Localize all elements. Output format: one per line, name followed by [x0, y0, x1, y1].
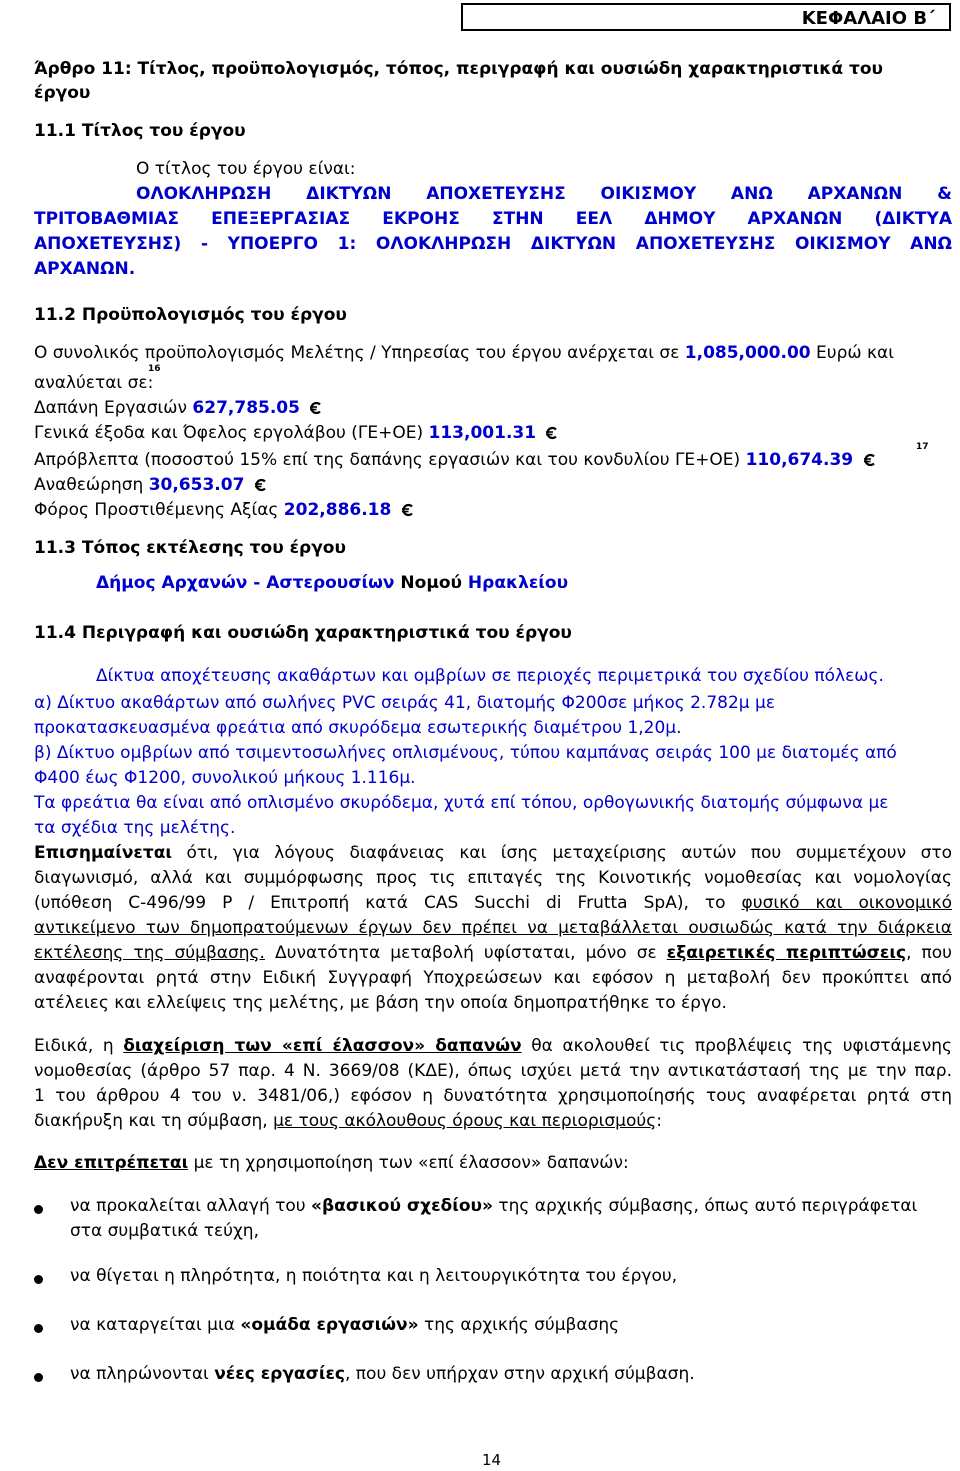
euro-icon	[545, 426, 559, 440]
bullet-dot	[34, 1275, 43, 1284]
specifically-text: Ειδικά, η	[34, 1036, 124, 1056]
project-title-line3: ΑΠΟΧΕΤΕΥΣΗΣ) - ΥΠΟΕΡΓΟ 1: ΟΛΟΚΛΗΡΩΣΗ ΔΙΚΤΥΩΝ ΑΠΟΧΕΤΕΥΣΗΣ ΟΙΚΙΣΜΟΥ ΑΝΩ	[34, 234, 952, 254]
total-budget-value: 1,085,000.00	[684, 343, 811, 363]
bullet-text: της αρχικής σύμβασης	[418, 1315, 620, 1335]
prefecture: Ηρακλείου	[467, 573, 569, 593]
article-title-line2: έργου	[34, 83, 91, 103]
budget-item-value: 110,674.39	[745, 450, 854, 470]
bullet-bold: νέες εργασίες	[214, 1364, 345, 1384]
budget-item-label: Γενικά έξοδα και Όφελος εργολάβου (ΓΕ+ΟΕ)	[34, 423, 429, 443]
notice-underlined: εκτέλεσης της σύμβασης.	[34, 943, 265, 963]
footnote-16-marker: 16	[148, 364, 161, 374]
description-line7: τα σχέδια της μελέτης.	[34, 818, 236, 838]
specifically-line2: νομοθεσίας (άρθρο 57 παρ. 4 Ν. 3669/08 (ΚΔΕ), όπως ισχύει μετά την αντικατάστασή της με την παρ.	[34, 1061, 952, 1081]
project-title-line1: ΟΛΟΚΛΗΡΩΣΗ ΔΙΚΤΥΩΝ ΑΠΟΧΕΤΕΥΣΗΣ ΟΙΚΙΣΜΟΥ ΑΝΩ ΑΡΧΑΝΩΝ &	[136, 184, 952, 204]
specifically-line1	[34, 1036, 952, 1056]
project-title-line2: ΤΡΙΤΟΒΑΘΜΙΑΣ ΕΠΕΞΕΡΓΑΣΙΑΣ ΕΚΡΟΗΣ ΣΤΗΝ ΕΕΛ ΔΗΜΟΥ ΑΡΧΑΝΩΝ (ΔΙΚΤΥΑ	[34, 209, 952, 229]
description-line5: Φ400 έως Φ1200, συνολικού μήκους 1.116μ.	[34, 768, 416, 788]
budget-item-overhead	[34, 423, 555, 443]
bullet-text: να καταργείται μια	[70, 1315, 241, 1335]
notice-line6: αναφέρονται ρητά στην Ειδική Συγγραφή Υποχρεώσεων και εφόσον η μεταβολή δεν προκύπτει από	[34, 968, 952, 988]
bullet-dot	[34, 1205, 43, 1214]
notice-line5	[34, 943, 952, 963]
bullet-item-3	[70, 1315, 619, 1335]
specifically-bold-underlined: διαχείριση των «επί έλασσον» δαπανών	[123, 1036, 522, 1056]
budget-item-vat	[34, 500, 411, 520]
budget-item-label: Αναθεώρηση	[34, 475, 149, 495]
footnote-17-marker: 17	[916, 442, 929, 452]
page-number: 14	[482, 1451, 502, 1469]
notice-text: ότι, για λόγους διαφάνειας και ίσης μεταχείρισης αυτών που συμμετέχουν στο	[172, 843, 952, 863]
bullet-item-1-line2: στα συμβατικά τεύχη,	[70, 1221, 259, 1241]
budget-item-value: 30,653.07	[148, 475, 245, 495]
budget-item-label: Απρόβλεπτα (ποσοστού 15% επί της δαπάνης εργασιών και του κονδυλίου ΓΕ+ΟΕ)	[34, 450, 746, 470]
description-line3: προκατασκευασμένα φρεάτια από σκυρόδεμα εσωτερικής διαμέτρου 1,20μ.	[34, 718, 682, 738]
notice-text: , που	[906, 943, 953, 963]
specifically-line3: 1 του άρθρου 4 του ν. 3481/06,) εφόσον η δυνατότητα χρησιμοποίησής τους αναφέρεται ρητά στη	[34, 1086, 952, 1106]
euro-icon	[863, 453, 877, 467]
project-title-line4: ΑΡΧΑΝΩΝ.	[34, 259, 136, 279]
budget-item-value: 113,001.31	[428, 423, 537, 443]
euro-icon	[401, 503, 415, 517]
analysis-colon: :	[147, 373, 154, 393]
notice-bold-underlined: εξαιρετικές περιπτώσεις	[666, 943, 907, 963]
specifically-line4	[34, 1111, 662, 1131]
article-title-line1: Άρθρο 11: Τίτλος, προϋπολογισμός, τόπος, περιγραφή και ουσιώδη χαρακτηριστικά του	[34, 59, 883, 79]
budget-item-label: Δαπάνη Εργασιών	[34, 398, 193, 418]
total-budget-line	[34, 343, 894, 363]
bullet-bold: «ομάδα εργασιών»	[240, 1315, 419, 1335]
notice-text: (υπόθεση C-496/99 P / Επιτροπή κατά CAS Succhi di Frutta SpA), το	[34, 893, 742, 913]
not-allowed-bold: Δεν επιτρέπεται	[34, 1153, 189, 1173]
bullet-text: , που δεν υπήρχαν στην αρχική σύμβαση.	[345, 1364, 695, 1384]
notice-line2: διαγωνισμό, αλλά και συμμόρφωσης προς τις επιταγές της Κοινοτικής νομοθεσίας και νομολογίας	[34, 868, 952, 888]
analysis-line	[34, 373, 153, 393]
municipality: Δήμος Αρχανών - Αστερουσίων	[96, 573, 395, 593]
project-location	[96, 573, 568, 593]
description-line1: Δίκτυα αποχέτευσης ακαθάρτων και ομβρίων σε περιοχές περιμετρικά του σχεδίου πόλεως.	[96, 666, 884, 686]
description-line6: Τα φρεάτια θα είναι από οπλισμένο σκυρόδεμα, χυτά επί τόπου, ορθογωνικής διατομής σύμφωνα με	[34, 793, 889, 813]
section-11-4-heading: 11.4 Περιγραφή και ουσιώδη χαρακτηριστικά του έργου	[34, 623, 572, 643]
prefecture-word: Νομού	[394, 573, 468, 593]
specifically-text: διακήρυξη και τη σύμβαση,	[34, 1111, 274, 1131]
budget-item-label: Φόρος Προστιθέμενης Αξίας	[34, 500, 284, 520]
bullet-dot	[34, 1324, 43, 1333]
description-line2: α) Δίκτυο ακαθάρτων από σωλήνες PVC σειράς 41, διατομής Φ200σε μήκος 2.782μ με	[34, 693, 776, 713]
total-budget-unit: Ευρώ και	[810, 343, 895, 363]
bullet-item-4	[70, 1364, 695, 1384]
chapter-title: ΚΕΦΑΛΑΙΟ Β΄	[801, 8, 935, 29]
notice-line1	[34, 843, 952, 863]
description-line4: β) Δίκτυο ομβρίων από τσιμεντοσωλήνες οπλισμένους, τύπου καμπάνας σειράς 100 με διατομές από	[34, 743, 897, 763]
budget-item-contingency	[34, 450, 873, 470]
bullet-text: να πληρώνονται	[70, 1364, 215, 1384]
budget-item-value: 202,886.18	[283, 500, 392, 520]
bullet-text: να προκαλείται αλλαγή του	[70, 1196, 312, 1216]
bullet-bold: «βασικού σχεδίου»	[311, 1196, 493, 1216]
specifically-text: θα ακολουθεί τις προβλέψεις της υφιστάμενης	[521, 1036, 952, 1056]
chapter-header-box	[461, 3, 951, 31]
not-allowed-line	[34, 1153, 629, 1173]
notice-text: Δυνατότητα μεταβολή υφίσταται, μόνο σε	[264, 943, 667, 963]
budget-item-labor	[34, 398, 319, 418]
analysis-text: αναλύεται σε	[34, 373, 148, 393]
not-allowed-text: με τη χρησιμοποίηση των «επί έλασσον» δαπανών:	[188, 1153, 629, 1173]
notice-line3	[34, 893, 952, 913]
notice-bold: Επισημαίνεται	[34, 843, 173, 863]
total-budget-text: Ο συνολικός προϋπολογισμός Μελέτης / Υπηρεσίας του έργου ανέρχεται σε	[34, 343, 685, 363]
section-11-2-heading: 11.2 Προϋπολογισμός του έργου	[34, 305, 347, 325]
notice-underlined: φυσικό και οικονομικό	[741, 893, 952, 913]
budget-item-value: 627,785.05	[192, 398, 300, 418]
bullet-text: της αρχικής σύμβασης, όπως αυτό περιγράφεται	[492, 1196, 918, 1216]
bullet-item-2: να θίγεται η πληρότητα, η ποιότητα και η λειτουργικότητα του έργου,	[70, 1266, 678, 1286]
bullet-item-1	[70, 1196, 917, 1216]
notice-line7: ατέλειες και ελλείψεις της μελέτης, με βάση την οποία δημοπρατήθηκε το έργο.	[34, 993, 727, 1013]
section-11-1-heading: 11.1 Τίτλος του έργου	[34, 121, 246, 141]
euro-icon	[254, 478, 268, 492]
notice-line4: αντικείμενο των δημοπρατούμενων έργων δεν πρέπει να μεταβάλλεται ουσιωδώς κατά την διάρκεια	[34, 918, 952, 938]
specifically-text: :	[656, 1111, 662, 1131]
bullet-dot	[34, 1373, 43, 1382]
title-intro: Ο τίτλος του έργου είναι:	[136, 159, 356, 179]
section-11-3-heading: 11.3 Τόπος εκτέλεσης του έργου	[34, 538, 346, 558]
euro-icon	[309, 401, 323, 415]
specifically-underlined: με τους ακόλουθους όρους και περιορισμούς	[273, 1111, 657, 1131]
budget-item-revision	[34, 475, 264, 495]
